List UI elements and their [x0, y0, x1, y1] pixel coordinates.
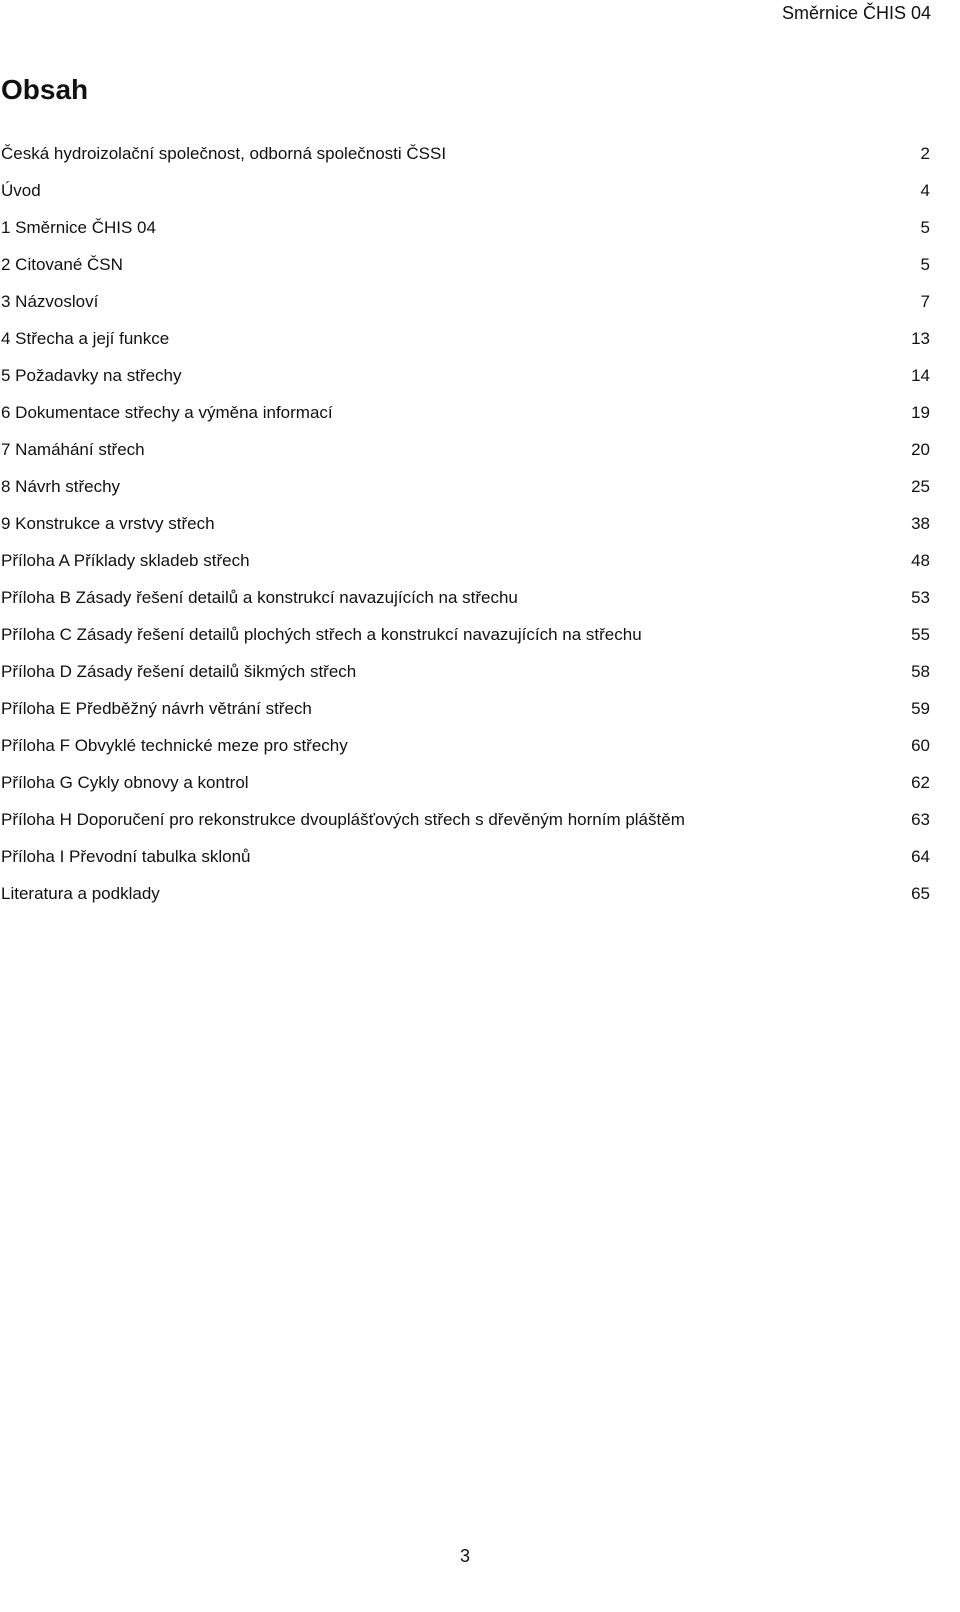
toc-entry-title: 1 Směrnice ČHIS 04 — [1, 218, 156, 237]
toc-entry-title: 5 Požadavky na střechy — [1, 366, 182, 385]
dot-leader — [146, 425, 910, 455]
toc-entry-page: 7 — [920, 292, 930, 311]
toc-entry-page: 60 — [911, 736, 930, 755]
toc-entry-page: 25 — [911, 477, 930, 496]
toc-entry-page: 63 — [911, 810, 930, 829]
toc-entry-page: 13 — [911, 329, 930, 348]
dot-leader — [334, 388, 910, 418]
toc-entry[interactable] — [1, 869, 930, 906]
toc-entry-title: Česká hydroizolační společnost, odborná společnosti ČSSI — [1, 144, 447, 163]
dot-leader — [643, 610, 910, 640]
toc-entry[interactable] — [1, 129, 930, 166]
toc-entry-page: 55 — [911, 625, 930, 644]
toc-entry-title: 8 Návrh střechy — [1, 477, 121, 496]
toc-entry[interactable] — [1, 795, 930, 832]
toc-entry-page: 14 — [911, 366, 930, 385]
toc-entry[interactable] — [1, 277, 930, 314]
toc-entry-title: 9 Konstrukce a vrstvy střech — [1, 514, 215, 533]
dot-leader — [42, 166, 920, 196]
toc-entry-page: 62 — [911, 773, 930, 792]
dot-leader — [124, 240, 920, 270]
dot-leader — [121, 462, 910, 492]
toc-entry[interactable] — [1, 240, 930, 277]
toc-entry-page: 5 — [920, 218, 930, 237]
toc-entry-title: Úvod — [1, 181, 41, 200]
toc-entry[interactable] — [1, 758, 930, 795]
dot-leader — [99, 277, 919, 307]
toc-entry-page: 20 — [911, 440, 930, 459]
dot-leader — [251, 536, 911, 566]
toc-entry[interactable] — [1, 351, 930, 388]
dot-leader — [357, 647, 910, 677]
toc-entry[interactable] — [1, 425, 930, 462]
toc-entry[interactable] — [1, 684, 930, 721]
toc-entry[interactable] — [1, 203, 930, 240]
toc-entry-page: 19 — [911, 403, 930, 422]
toc-entry-page: 48 — [911, 551, 930, 570]
toc-entry-page: 4 — [920, 181, 930, 200]
toc-entry-page: 2 — [920, 144, 930, 163]
toc-entry-page: 64 — [911, 847, 930, 866]
toc-entry[interactable] — [1, 499, 930, 536]
toc-entry-page: 59 — [911, 699, 930, 718]
toc-heading: Obsah — [1, 74, 89, 105]
toc-entry[interactable] — [1, 462, 930, 499]
document-header-title: Směrnice ČHIS 04 — [781, 3, 931, 23]
dot-leader — [170, 314, 910, 344]
toc-entry-title: Příloha G Cykly obnovy a kontrol — [1, 773, 249, 792]
dot-leader — [519, 573, 910, 603]
toc-entry-title: 2 Citované ČSN — [1, 255, 123, 274]
toc-entry-page: 58 — [911, 662, 930, 681]
dot-leader — [447, 129, 919, 159]
dot-leader — [161, 869, 910, 899]
toc-entry-title: Příloha C Zásady řešení detailů plochých střech a konstrukcí navazujících na střechu — [1, 625, 642, 644]
toc-entry-title: Příloha B Zásady řešení detailů a konstrukcí navazujících na střechu — [1, 588, 518, 607]
toc-entry[interactable] — [1, 832, 930, 869]
dot-leader — [216, 499, 911, 529]
dot-leader — [313, 684, 910, 714]
toc-entry-title: Příloha H Doporučení pro rekonstrukce dvouplášťových střech s dřevěným horním pláštěm — [1, 810, 685, 829]
toc-entry[interactable] — [1, 573, 930, 610]
toc-entry-title: Příloha I Převodní tabulka sklonů — [1, 847, 251, 866]
toc-entry-title: 3 Názvosloví — [1, 292, 99, 311]
toc-entry[interactable] — [1, 610, 930, 647]
toc-entry-title: 4 Střecha a její funkce — [1, 329, 170, 348]
toc-entry-title: 7 Namáhání střech — [1, 440, 145, 459]
page-number: 3 — [459, 1546, 470, 1566]
toc-entry[interactable] — [1, 166, 930, 203]
dot-leader — [157, 203, 920, 233]
toc-entry-title: Příloha A Příklady skladeb střech — [1, 551, 250, 570]
dot-leader — [251, 832, 910, 862]
toc-entry-title: Příloha F Obvyklé technické meze pro střechy — [1, 736, 348, 755]
dot-leader — [686, 795, 910, 825]
toc-entry-page: 65 — [911, 884, 930, 903]
toc-entry[interactable] — [1, 314, 930, 351]
dot-leader — [250, 758, 911, 788]
toc-entry[interactable] — [1, 647, 930, 684]
toc-entry-title: Literatura a podklady — [1, 884, 160, 903]
toc-entry-title: Příloha D Zásady řešení detailů šikmých střech — [1, 662, 357, 681]
table-of-contents — [1, 129, 930, 906]
toc-entry-title: 6 Dokumentace střechy a výměna informací — [1, 403, 333, 422]
toc-entry[interactable] — [1, 721, 930, 758]
toc-entry-page: 53 — [911, 588, 930, 607]
toc-entry-page: 5 — [920, 255, 930, 274]
dot-leader — [349, 721, 910, 751]
dot-leader — [182, 351, 910, 381]
toc-entry-title: Příloha E Předběžný návrh větrání střech — [1, 699, 312, 718]
toc-entry-page: 38 — [911, 514, 930, 533]
toc-entry[interactable] — [1, 536, 930, 573]
toc-entry[interactable] — [1, 388, 930, 425]
